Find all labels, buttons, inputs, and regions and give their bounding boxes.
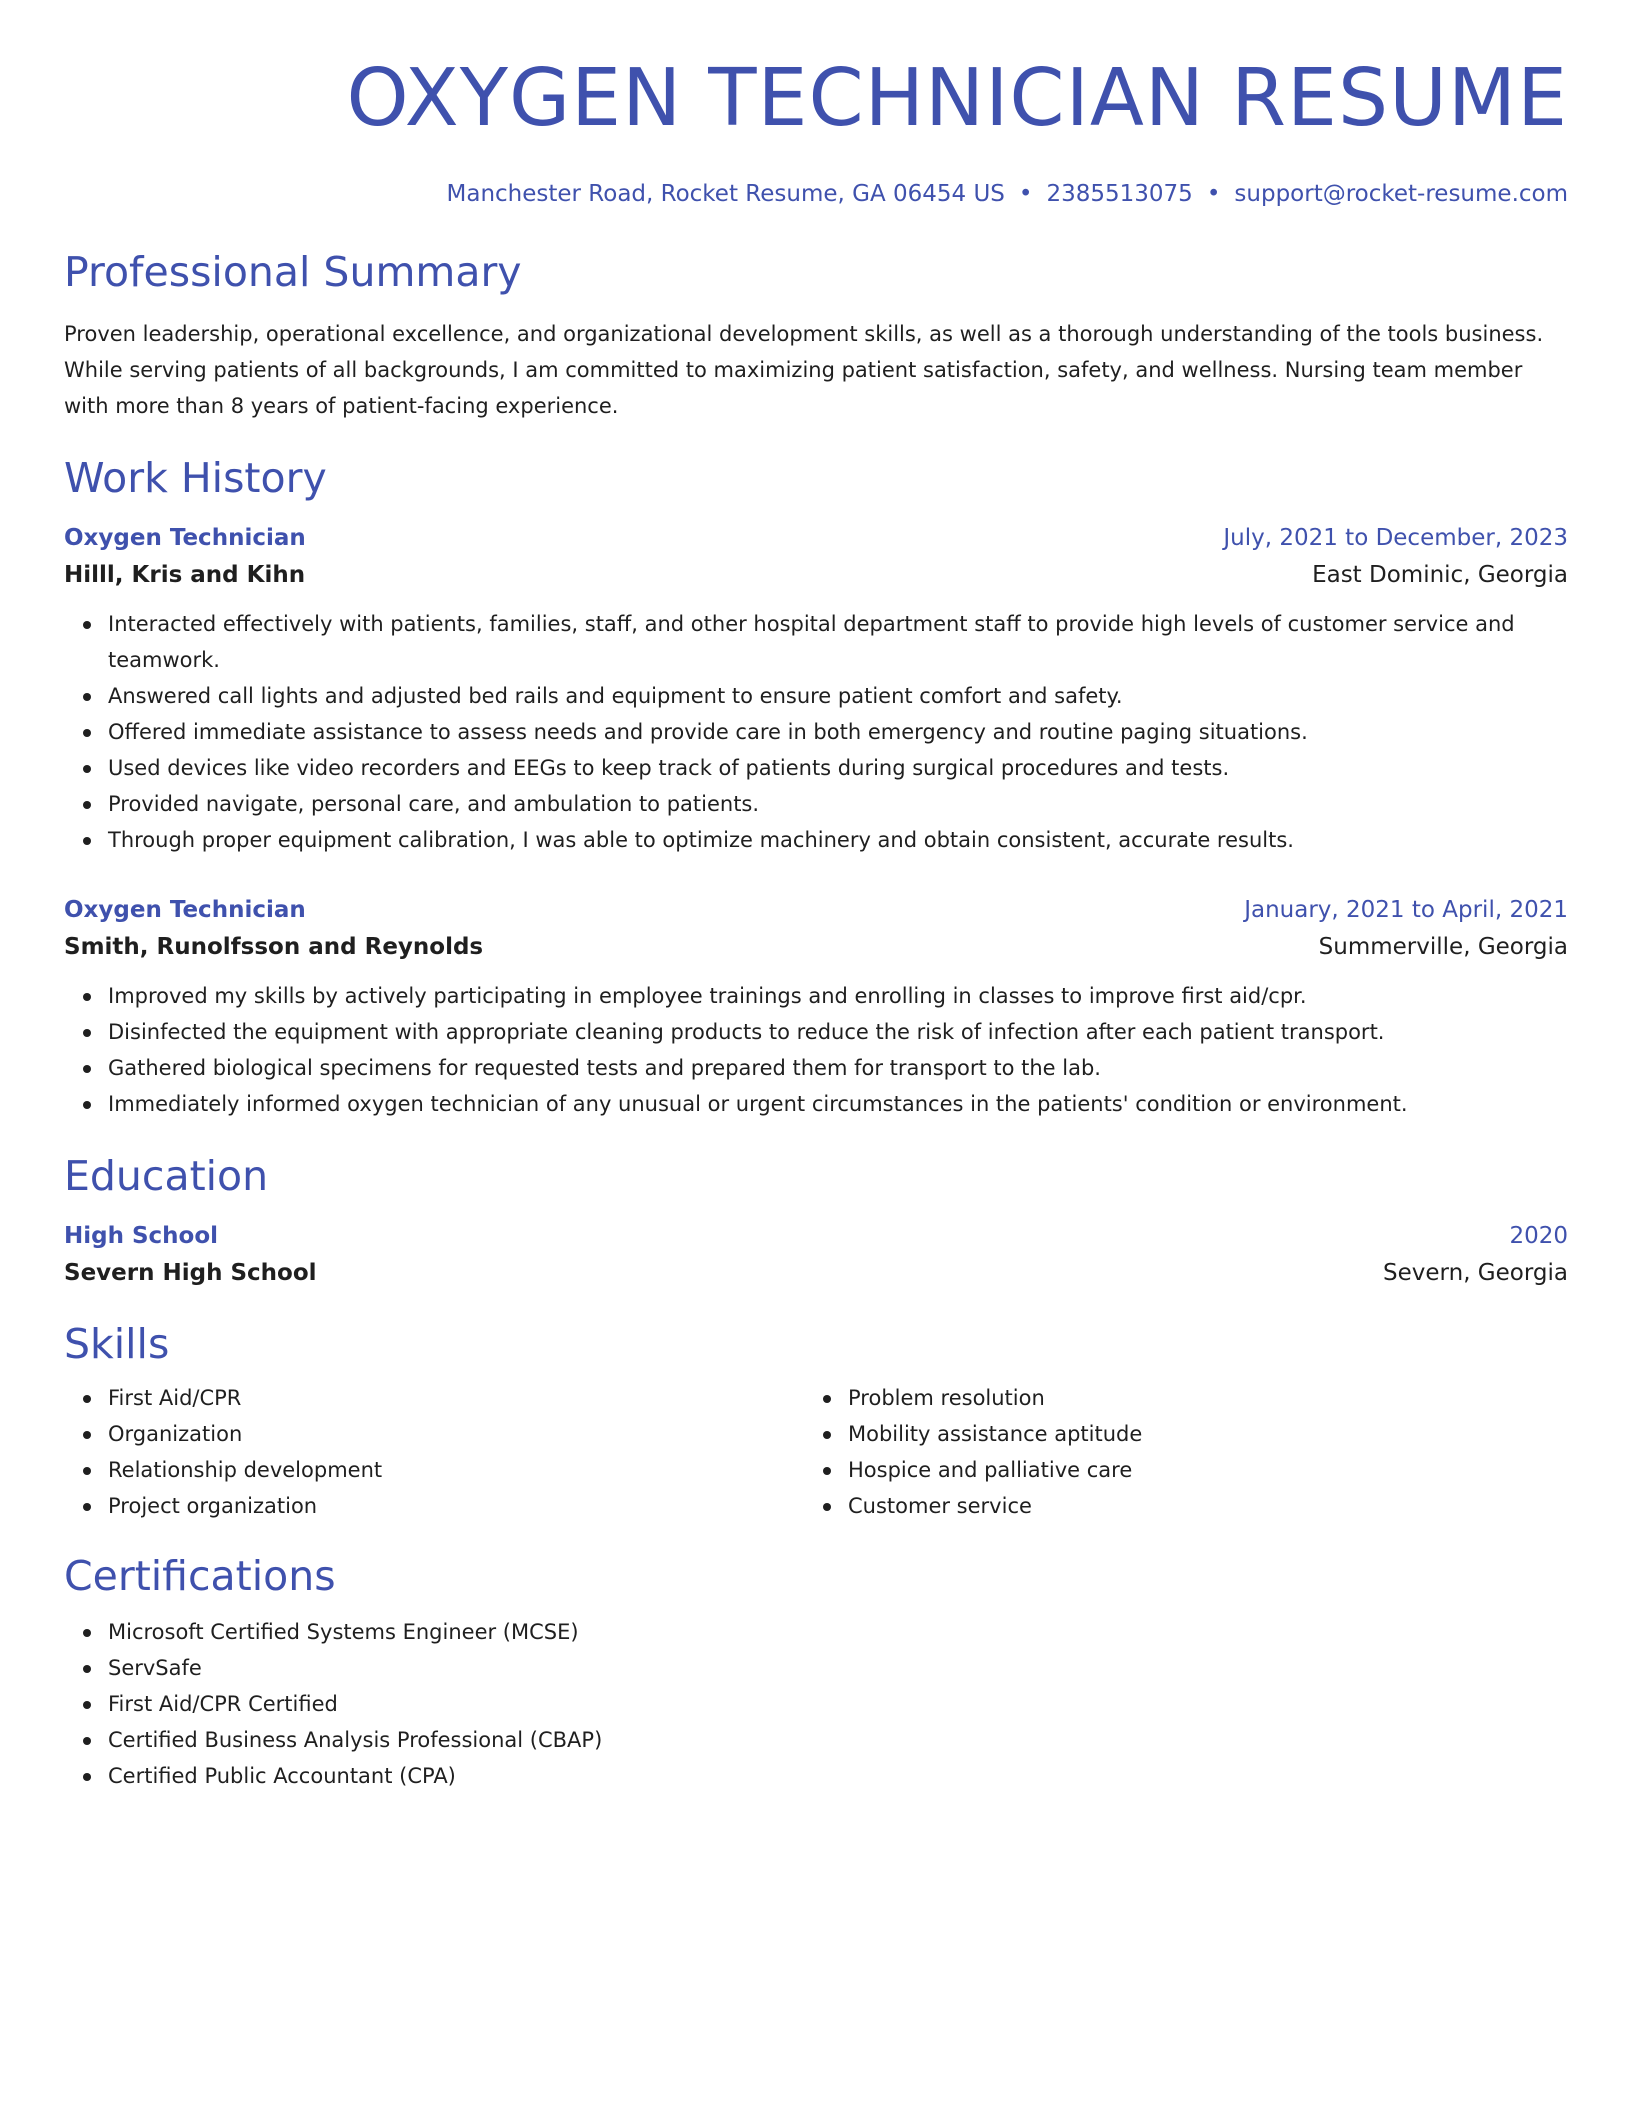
list-item: Provided navigate, personal care, and ambulation to patients.	[108, 786, 1568, 822]
job-title: Oxygen Technician	[64, 897, 306, 923]
resume-header	[64, 0, 1568, 210]
list-item: Gathered biological specimens for requested tests and prepared them for transport to the lab.	[108, 1050, 1568, 1086]
education-entry	[64, 1218, 1568, 1292]
certifications-list	[64, 1614, 1568, 1794]
list-item: Used devices like video recorders and EEGs to keep track of patients during surgical procedures and tests.	[108, 750, 1568, 786]
school-location: Severn, Georgia	[1383, 1260, 1568, 1286]
contact-separator: •	[1206, 181, 1221, 207]
job-title: Oxygen Technician	[64, 525, 306, 551]
job-duties-list	[64, 606, 1568, 858]
section-title-work-history: Work History	[64, 454, 327, 502]
skills-column-right	[804, 1380, 1544, 1524]
section-title-skills: Skills	[64, 1320, 170, 1368]
section-title-education: Education	[64, 1152, 269, 1200]
list-item: Immediately informed oxygen technician of any unusual or urgent circumstances in the patients' condition or environment.	[108, 1086, 1568, 1122]
list-item: Relationship development	[108, 1452, 804, 1488]
school-name: Severn High School	[64, 1260, 317, 1286]
list-item: Microsoft Certified Systems Engineer (MCSE)	[108, 1614, 1568, 1650]
education-section	[64, 1150, 1568, 1292]
job-dates: January, 2021 to April, 2021	[1244, 897, 1568, 923]
list-item: Customer service	[848, 1488, 1544, 1524]
list-item: Offered immediate assistance to assess needs and provide care in both emergency and routine paging situations.	[108, 714, 1568, 750]
list-item: Improved my skills by actively participating in employee trainings and enrolling in classes to improve first aid/cpr.	[108, 978, 1568, 1014]
job-duties-list	[64, 978, 1568, 1122]
contact-phone: 2385513075	[1046, 181, 1193, 207]
work-history-section	[64, 452, 1568, 1122]
graduation-year: 2020	[1509, 1223, 1568, 1249]
job-entry	[64, 892, 1568, 1122]
job-location: East Dominic, Georgia	[1312, 562, 1568, 588]
list-item: First Aid/CPR Certified	[108, 1686, 1568, 1722]
list-item: Problem resolution	[848, 1380, 1544, 1416]
contact-separator: •	[1018, 181, 1033, 207]
skills-list	[804, 1380, 1544, 1524]
list-item: Certified Public Accountant (CPA)	[108, 1758, 1568, 1794]
contact-line	[64, 178, 1568, 210]
job-dates: July, 2021 to December, 2023	[1223, 525, 1568, 551]
list-item: Hospice and palliative care	[848, 1452, 1544, 1488]
list-item: Answered call lights and adjusted bed rails and equipment to ensure patient comfort and safety.	[108, 678, 1568, 714]
skills-grid	[64, 1380, 1568, 1524]
skills-list	[64, 1380, 804, 1524]
job-entry	[64, 520, 1568, 858]
certifications-section	[64, 1550, 1568, 1794]
list-item: Certified Business Analysis Professional (CBAP)	[108, 1722, 1568, 1758]
list-item: Interacted effectively with patients, families, staff, and other hospital department staff to provide high levels of customer service and teamwork.	[108, 606, 1568, 678]
company-name: Smith, Runolfsson and Reynolds	[64, 934, 484, 960]
section-title-certifications: Certifications	[64, 1552, 336, 1600]
list-item: ServSafe	[108, 1650, 1568, 1686]
job-location: Summerville, Georgia	[1318, 934, 1568, 960]
summary-text: Proven leadership, operational excellence, and organizational development skills, as well as a thorough understanding of the tools business. While serving patients of all backgrounds, I am committed to maximizing patient satisfaction, safety, and wellness. Nursing team member with more than 8 years of patient-facing experience.	[64, 322, 1544, 418]
skills-section	[64, 1318, 1568, 1524]
list-item: Disinfected the equipment with appropriate cleaning products to reduce the risk of infection after each patient transport.	[108, 1014, 1568, 1050]
list-item: Through proper equipment calibration, I was able to optimize machinery and obtain consistent, accurate results.	[108, 822, 1568, 858]
resume-title: OXYGEN TECHNICIAN RESUME	[346, 52, 1568, 144]
list-item: First Aid/CPR	[108, 1380, 804, 1416]
skills-column-left	[64, 1380, 804, 1524]
degree-title: High School	[64, 1223, 219, 1249]
company-name: Hilll, Kris and Kihn	[64, 562, 306, 588]
list-item: Mobility assistance aptitude	[848, 1416, 1544, 1452]
contact-address: Manchester Road, Rocket Resume, GA 06454 US	[446, 181, 1005, 207]
section-title-summary: Professional Summary	[64, 248, 522, 296]
list-item: Project organization	[108, 1488, 804, 1524]
summary-section	[64, 246, 1568, 424]
list-item: Organization	[108, 1416, 804, 1452]
contact-email: support@rocket-resume.com	[1234, 181, 1568, 207]
